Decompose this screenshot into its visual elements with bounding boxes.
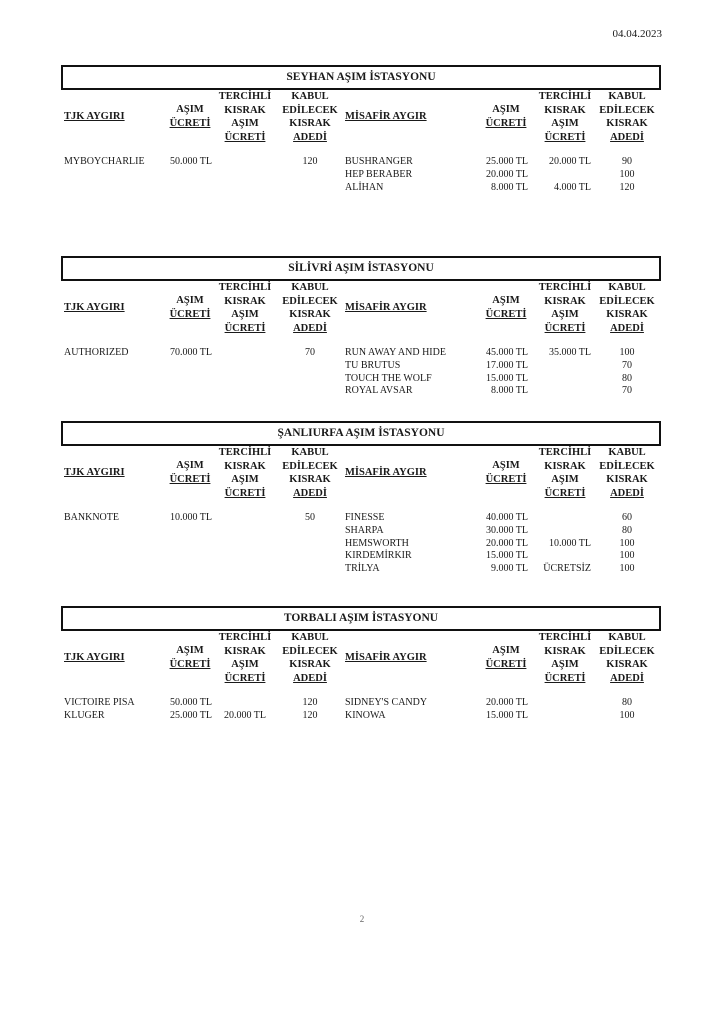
header-misafir-tercihli-kisrak-asim-ucreti [535,281,595,335]
guest-mare-count: 60 [622,512,632,523]
header-text: ÜCRETİ [169,473,211,485]
header-text: ÜCRETİ [224,672,266,684]
header-tercihli-kisrak-asim-ucreti [215,631,275,685]
header-tjk-aygiri [64,466,125,480]
header-misafir-tercihli-kisrak-asim-ucreti [535,631,595,685]
header-text: KISRAK [606,659,648,670]
guest-stallion: ALİHAN [345,181,384,193]
guest-stallion: RUN AWAY AND HIDE [345,347,446,358]
guest-mare-count: 100 [619,347,635,358]
header-text: KABUL [608,91,646,102]
header-text: ADEDİ [610,487,644,499]
header-text: TERCİHLİ [538,447,592,458]
header-tjk-aygiri [64,110,125,124]
header-text: ADEDİ [293,672,327,684]
tjk-fee: 10.000 TL [169,512,212,523]
station-title: SEYHAN AŞIM İSTASYONU [61,65,661,90]
table-body [61,347,661,398]
guest-stallion: TU BRUTUS [345,359,401,371]
guest-mare-count: 100 [619,537,635,549]
header-misafir-asim-ucreti [481,459,531,486]
guest-mare-count: 100 [619,709,635,721]
guest-stallion: KINOWA [345,709,386,721]
header-text: AŞIM [231,309,259,320]
header-text: KABUL [608,632,646,643]
header-text: ADEDİ [293,322,327,334]
station-title: TORBALI AŞIM İSTASYONU [61,606,661,631]
guest-fee: 45.000 TL [485,347,528,358]
header-misafir-kabul-edilecek-kisrak-adedi [592,90,662,144]
header-text: KABUL [291,447,329,458]
header-asim-ucreti [165,459,215,486]
guest-stallion: SHARPA [345,524,384,536]
header-text: AŞIM [176,295,204,306]
table-header [61,281,661,343]
table-row [61,525,661,538]
header-text: KABUL [608,282,646,293]
guest-fee: 30.000 TL [485,524,528,536]
table-row [61,169,661,182]
header-text: ÜCRETİ [544,487,586,499]
header-misafir-tercihli-kisrak-asim-ucreti [535,90,595,144]
header-text: MİSAFİR AYGIR [345,111,427,122]
header-text: AŞIM [176,460,204,471]
table-row [61,360,661,373]
header-text: TERCİHLİ [538,632,592,643]
header-text: ÜCRETİ [485,308,527,320]
header-tercihli-kisrak-asim-ucreti [215,90,275,144]
header-text: AŞIM [551,309,579,320]
header-text: MİSAFİR AYGIR [345,467,427,478]
header-text: ÜCRETİ [544,131,586,143]
guest-mare-count: 70 [622,359,632,371]
station-section [61,606,661,723]
header-text: EDİLECEK [599,645,655,657]
header-kabul-edilecek-kisrak-adedi [275,90,345,144]
header-text: KISRAK [289,118,331,129]
guest-stallion: HEMSWORTH [345,537,409,549]
table-row [61,385,661,398]
station-section [61,65,661,194]
header-text: EDİLECEK [599,295,655,307]
header-text: KISRAK [289,659,331,670]
table-row [61,697,661,710]
header-text: EDİLECEK [599,104,655,116]
header-text: AŞIM [176,104,204,115]
header-text: ÜCRETİ [224,131,266,143]
header-text: KISRAK [544,104,586,116]
header-tjk-aygiri [64,651,125,665]
guest-fee: 40.000 TL [485,512,528,523]
header-text: ÜCRETİ [485,473,527,485]
header-misafir-kabul-edilecek-kisrak-adedi [592,281,662,335]
guest-fee: 17.000 TL [485,359,528,371]
tjk-mare-count: 120 [302,697,318,708]
guest-preferred-fee: 20.000 TL [548,156,591,167]
header-text: ÜCRETİ [544,322,586,334]
guest-fee: 20.000 TL [485,697,528,708]
header-text: AŞIM [492,104,520,115]
guest-mare-count: 90 [622,156,632,167]
header-text: AŞIM [492,645,520,656]
tjk-stallion: MYBOYCHARLIE [64,156,145,167]
tjk-mare-count: 120 [302,709,318,721]
header-text: AŞIM [492,295,520,306]
header-text: KISRAK [544,295,586,307]
header-text: ÜCRETİ [169,308,211,320]
header-text: KISRAK [606,474,648,485]
header-text: ADEDİ [610,131,644,143]
guest-stallion: TOUCH THE WOLF [345,372,432,384]
guest-fee: 15.000 TL [485,372,528,384]
document-date: 04.04.2023 [612,28,662,40]
table-body [61,156,661,194]
header-text: TERCİHLİ [538,282,592,293]
header-misafir-aygir [345,301,427,315]
guest-fee: 25.000 TL [485,156,528,167]
header-text: ÜCRETİ [544,672,586,684]
header-text: EDİLECEK [282,645,338,657]
guest-fee: 8.000 TL [490,181,528,193]
guest-fee: 20.000 TL [485,537,528,549]
tjk-fee: 70.000 TL [169,347,212,358]
header-text: ÜCRETİ [485,658,527,670]
header-text: TERCİHLİ [218,632,272,643]
header-text: EDİLECEK [282,295,338,307]
header-asim-ucreti [165,294,215,321]
header-text: KISRAK [224,460,266,472]
header-text: KISRAK [606,118,648,129]
table-row [61,373,661,386]
header-misafir-aygir [345,110,427,124]
header-text: ADEDİ [293,131,327,143]
table-row [61,550,661,563]
header-text: AŞIM [551,474,579,485]
header-text: TJK AYGIRI [64,652,125,663]
header-text: EDİLECEK [282,104,338,116]
table-header [61,446,661,508]
header-text: KISRAK [544,460,586,472]
header-text: AŞIM [176,645,204,656]
table-row [61,347,661,360]
header-text: TERCİHLİ [218,282,272,293]
header-misafir-tercihli-kisrak-asim-ucreti [535,446,595,500]
header-text: KABUL [291,282,329,293]
header-text: KISRAK [289,309,331,320]
header-text: TJK AYGIRI [64,467,125,478]
header-text: AŞIM [231,659,259,670]
tjk-stallion: VICTOIRE PISA [64,697,135,708]
header-text: KISRAK [606,309,648,320]
guest-fee: 20.000 TL [485,168,528,180]
header-text: TERCİHLİ [218,447,272,458]
tjk-stallion: BANKNOTE [64,512,119,523]
station-section [61,421,661,576]
guest-stallion: FINESSE [345,512,385,523]
tjk-fee: 50.000 TL [169,156,212,167]
header-text: ADEDİ [610,672,644,684]
page-number: 2 [359,914,365,924]
table-body [61,697,661,723]
header-misafir-asim-ucreti [481,103,531,130]
header-text: TJK AYGIRI [64,302,125,313]
header-text: ADEDİ [293,487,327,499]
header-kabul-edilecek-kisrak-adedi [275,446,345,500]
table-row [61,156,661,169]
guest-mare-count: 80 [622,524,632,536]
header-asim-ucreti [165,103,215,130]
tjk-stallion: AUTHORIZED [64,347,129,358]
table-body [61,512,661,576]
header-text: AŞIM [492,460,520,471]
header-text: KISRAK [224,645,266,657]
table-row [61,710,661,723]
header-misafir-asim-ucreti [481,294,531,321]
table-header [61,631,661,693]
station-title: SİLİVRİ AŞIM İSTASYONU [61,256,661,281]
header-text: MİSAFİR AYGIR [345,302,427,313]
table-header [61,90,661,152]
header-text: KABUL [608,447,646,458]
header-text: ÜCRETİ [169,117,211,129]
guest-mare-count: 100 [619,563,635,575]
header-text: ADEDİ [610,322,644,334]
header-text: EDİLECEK [599,460,655,472]
header-text: KISRAK [224,104,266,116]
table-row [61,563,661,576]
station-section [61,256,661,398]
header-text: ÜCRETİ [224,487,266,499]
guest-mare-count: 100 [619,550,635,562]
header-misafir-asim-ucreti [481,644,531,671]
guest-stallion: TRİLYA [345,563,380,575]
guest-mare-count: 70 [622,385,632,397]
guest-fee: 9.000 TL [490,563,528,575]
guest-stallion: KIRDEMİRKIR [345,550,412,562]
guest-preferred-fee: 4.000 TL [553,181,591,193]
header-tercihli-kisrak-asim-ucreti [215,281,275,335]
guest-mare-count: 80 [622,372,632,384]
tjk-preferred-fee: 20.000 TL [223,709,266,721]
guest-fee: 8.000 TL [490,385,528,397]
guest-stallion: HEP BERABER [345,168,413,180]
header-misafir-aygir [345,651,427,665]
guest-mare-count: 120 [619,181,635,193]
header-text: AŞIM [551,118,579,129]
header-text: KISRAK [289,474,331,485]
tjk-mare-count: 70 [305,347,315,358]
header-asim-ucreti [165,644,215,671]
tjk-stallion: KLUGER [64,709,105,721]
header-text: TERCİHLİ [218,91,272,102]
guest-fee: 15.000 TL [485,550,528,562]
header-misafir-aygir [345,466,427,480]
header-kabul-edilecek-kisrak-adedi [275,281,345,335]
guest-preferred-fee: ÜCRETSİZ [543,563,591,575]
header-text: ÜCRETİ [169,658,211,670]
header-text: ÜCRETİ [485,117,527,129]
header-text: KISRAK [224,295,266,307]
header-text: TJK AYGIRI [64,111,125,122]
guest-mare-count: 80 [622,697,632,708]
guest-mare-count: 100 [619,168,635,180]
header-text: MİSAFİR AYGIR [345,652,427,663]
table-row [61,538,661,551]
tjk-fee: 50.000 TL [169,697,212,708]
tjk-mare-count: 50 [305,512,315,523]
header-kabul-edilecek-kisrak-adedi [275,631,345,685]
guest-preferred-fee: 10.000 TL [548,537,591,549]
tjk-mare-count: 120 [302,156,318,167]
table-row [61,512,661,525]
header-text: KISRAK [544,645,586,657]
table-row [61,182,661,195]
station-title: ŞANLIURFA AŞIM İSTASYONU [61,421,661,446]
header-text: KABUL [291,632,329,643]
guest-stallion: BUSHRANGER [345,156,413,167]
header-misafir-kabul-edilecek-kisrak-adedi [592,631,662,685]
header-text: KABUL [291,91,329,102]
guest-stallion: SIDNEY'S CANDY [345,697,428,708]
guest-fee: 15.000 TL [485,709,528,721]
header-text: AŞIM [231,118,259,129]
header-tjk-aygiri [64,301,125,315]
header-text: TERCİHLİ [538,91,592,102]
header-text: AŞIM [551,659,579,670]
tjk-fee: 25.000 TL [169,709,212,721]
guest-stallion: ROYAL AVSAR [345,385,413,397]
header-misafir-kabul-edilecek-kisrak-adedi [592,446,662,500]
header-text: EDİLECEK [282,460,338,472]
header-text: AŞIM [231,474,259,485]
header-tercihli-kisrak-asim-ucreti [215,446,275,500]
guest-preferred-fee: 35.000 TL [548,347,591,358]
header-text: ÜCRETİ [224,322,266,334]
